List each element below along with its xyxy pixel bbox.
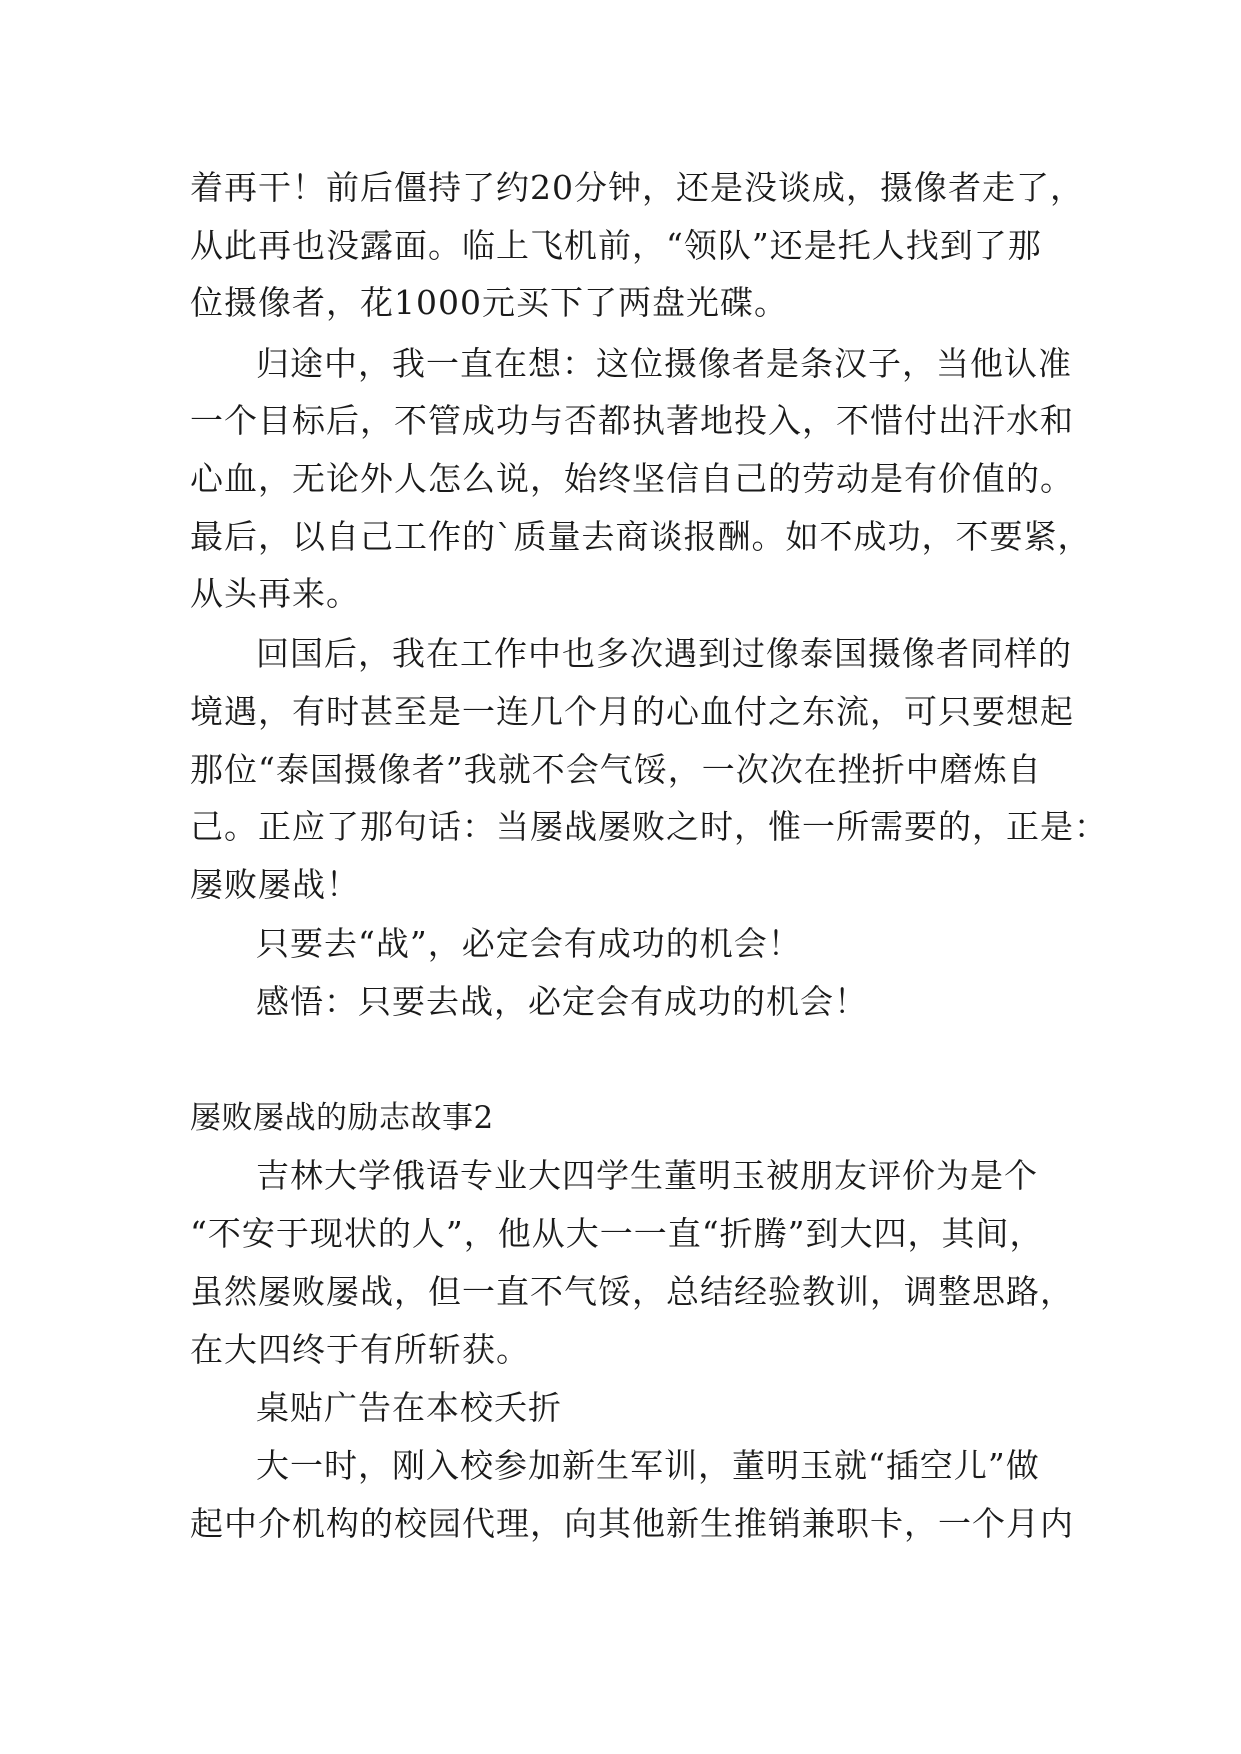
text-line: 只要去“战”，必定会有成功的机会！ xyxy=(256,924,802,963)
text-line: 屡败屡战！ xyxy=(190,865,360,904)
text-line: 位摄像者，花1000元买下了两盘光碟。 xyxy=(190,283,788,322)
subheading: 桌贴广告在本校夭折 xyxy=(256,1388,562,1427)
text-line: 最后，以自己工作的`质量去商谈报酬。如不成功，不要紧， xyxy=(190,517,1092,556)
text-line: 那位“泰国摄像者”我就不会气馁，一次次在挫折中磨炼自 xyxy=(190,750,1042,789)
text-line: 一个目标后，不管成功与否都执著地投入，不惜付出汗水和 xyxy=(190,401,1074,440)
text-line: 归途中，我一直在想：这位摄像者是条汉子，当他认准 xyxy=(256,344,1072,383)
text-line: 境遇，有时甚至是一连几个月的心血付之东流，可只要想起 xyxy=(190,692,1074,731)
text-line: 大一时，刚入校参加新生军训，董明玉就“插空儿”做 xyxy=(256,1446,1040,1485)
text-line: “不安于现状的人”，他从大一一直“折腾”到大四，其间， xyxy=(190,1214,1044,1253)
text-line: 着再干！前后僵持了约20分钟，还是没谈成，摄像者走了， xyxy=(190,168,1084,207)
text-line: 吉林大学俄语专业大四学生董明玉被朋友评价为是个 xyxy=(256,1156,1038,1195)
text-line: 回国后，我在工作中也多次遇到过像泰国摄像者同样的 xyxy=(256,634,1072,673)
text-line: 感悟：只要去战，必定会有成功的机会！ xyxy=(256,982,868,1021)
text-line: 起中介机构的校园代理，向其他新生推销兼职卡，一个月内 xyxy=(190,1504,1074,1543)
section-title: 屡败屡战的励志故事2 xyxy=(190,1100,494,1136)
text-line: 在大四终于有所斩获。 xyxy=(190,1330,530,1369)
text-line: 从此再也没露面。临上飞机前，“领队”还是托人找到了那 xyxy=(190,226,1042,265)
text-line: 己。正应了那句话：当屡战屡败之时，惟一所需要的，正是： xyxy=(190,807,1108,846)
text-line: 心血，无论外人怎么说，始终坚信自己的劳动是有价值的。 xyxy=(190,459,1074,498)
text-line: 从头再来。 xyxy=(190,574,360,613)
text-line: 虽然屡败屡战，但一直不气馁，总结经验教训，调整思路， xyxy=(190,1272,1074,1311)
